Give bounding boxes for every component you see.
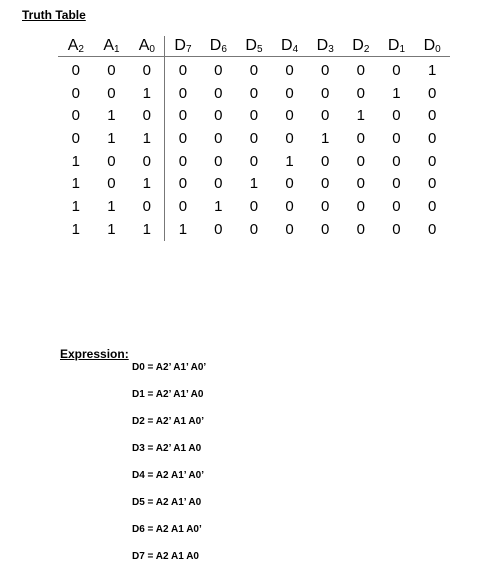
table-cell: 0 (285, 129, 294, 147)
expression-item: D5 = A2 A1’ A0 (132, 497, 202, 508)
table-cell: 1 (356, 107, 365, 125)
table-cell: 1 (71, 220, 80, 238)
column-header (414, 36, 450, 57)
expression-item: D1 = A2’ A1’ A0 (132, 389, 204, 400)
table-cell: 0 (392, 175, 401, 193)
table-cell: 0 (249, 84, 259, 102)
table-cell: 0 (249, 129, 259, 147)
table-cell: 0 (142, 197, 151, 215)
column-header-letter: D (209, 37, 222, 54)
column-header (129, 36, 165, 57)
truth-table-title: Truth Table (22, 8, 86, 22)
table-cell: 0 (427, 152, 437, 170)
table-cell: 0 (165, 195, 201, 218)
table-row (58, 82, 450, 105)
column-header-letter: D (245, 37, 257, 54)
table-cell: 0 (214, 175, 223, 193)
table-cell: 0 (285, 197, 294, 215)
table-cell: 0 (165, 127, 201, 150)
table-cell: 1 (285, 152, 294, 170)
table-cell: 0 (356, 175, 365, 193)
column-header-subscript: 1 (399, 44, 405, 55)
table-cell: 0 (249, 152, 259, 170)
table-cell: 0 (427, 84, 437, 102)
table-cell: 0 (214, 152, 223, 170)
column-header-letter: D (174, 37, 186, 54)
expression-item: D4 = A2 A1’ A0’ (132, 470, 204, 481)
table-cell: 1 (142, 175, 151, 193)
table-cell: 0 (427, 129, 437, 147)
expression-item: D7 = A2 A1 A0 (132, 551, 199, 562)
column-header-subscript: 5 (256, 44, 263, 55)
column-header (379, 36, 415, 57)
table-cell: 0 (392, 107, 401, 125)
table-cell: 0 (214, 61, 223, 79)
table-cell: 0 (321, 84, 330, 102)
column-header (236, 36, 272, 57)
table-cell: 0 (321, 107, 330, 125)
table-cell: 0 (321, 197, 330, 215)
column-header (165, 36, 201, 57)
table-cell: 0 (392, 220, 401, 238)
table-cell: 0 (214, 84, 223, 102)
column-header (343, 36, 379, 57)
table-cell: 1 (71, 175, 80, 193)
truth-table-header-row (58, 36, 450, 57)
table-cell: 0 (356, 84, 365, 102)
table-cell: 0 (321, 175, 330, 193)
table-cell: 0 (107, 175, 116, 193)
table-cell: 1 (142, 220, 151, 238)
table-cell: 0 (165, 104, 201, 127)
table-cell: 0 (356, 197, 365, 215)
column-header-subscript: 1 (113, 44, 120, 55)
table-cell: 0 (285, 220, 294, 238)
table-cell: 0 (285, 107, 294, 125)
table-cell: 0 (285, 175, 294, 193)
column-header-letter: D (316, 37, 329, 54)
table-cell: 1 (107, 129, 116, 147)
column-header-letter: A (103, 37, 114, 54)
column-header-subscript: 0 (435, 44, 441, 55)
table-cell: 0 (249, 107, 259, 125)
column-header-letter: A (67, 37, 79, 54)
table-cell: 0 (107, 152, 116, 170)
table-cell: 1 (392, 84, 401, 102)
table-cell: 0 (142, 152, 151, 170)
table-cell: 1 (165, 218, 201, 241)
table-cell: 0 (71, 107, 80, 125)
truth-table (58, 36, 450, 241)
table-cell: 0 (285, 61, 294, 79)
table-cell: 1 (249, 175, 259, 193)
table-cell: 0 (356, 61, 365, 79)
column-header-subscript: 0 (149, 44, 155, 55)
table-cell: 1 (107, 197, 116, 215)
column-header (201, 36, 237, 57)
table-cell: 0 (214, 220, 223, 238)
column-header-letter: D (281, 37, 293, 54)
column-header (272, 36, 308, 57)
table-cell: 0 (427, 197, 437, 215)
table-cell: 0 (285, 84, 294, 102)
column-header-subscript: 3 (328, 44, 334, 55)
table-cell: 0 (392, 129, 401, 147)
expression-list (132, 362, 206, 578)
table-row (58, 195, 450, 218)
truth-table-body (58, 57, 450, 241)
table-cell: 1 (427, 61, 437, 79)
column-header-letter: D (352, 37, 364, 54)
column-header (94, 36, 130, 57)
table-cell: 1 (71, 152, 80, 170)
column-header (58, 36, 94, 57)
table-cell: 0 (165, 82, 201, 105)
table-cell: 0 (356, 152, 365, 170)
truth-table-container (58, 36, 450, 241)
table-cell: 1 (71, 197, 80, 215)
table-row (58, 218, 450, 241)
table-cell: 0 (392, 152, 401, 170)
expression-item: D0 = A2’ A1’ A0’ (132, 362, 207, 373)
column-header-subscript: 7 (185, 44, 192, 55)
column-header-letter: D (387, 37, 400, 54)
table-cell: 0 (392, 61, 401, 79)
table-cell: 0 (142, 61, 151, 79)
table-cell: 0 (165, 57, 201, 82)
column-header-subscript: 2 (78, 44, 84, 55)
table-cell: 0 (321, 220, 330, 238)
table-cell: 0 (214, 107, 223, 125)
table-cell: 0 (71, 84, 80, 102)
column-header-letter: D (423, 37, 436, 54)
table-cell: 1 (107, 107, 116, 125)
column-header-subscript: 6 (221, 44, 227, 55)
table-cell: 1 (107, 220, 116, 238)
table-cell: 0 (165, 150, 201, 173)
table-cell: 0 (71, 129, 80, 147)
column-header-letter: A (138, 37, 150, 54)
column-header-subscript: 4 (292, 44, 299, 55)
table-row (58, 150, 450, 173)
table-row (58, 104, 450, 127)
table-cell: 0 (356, 129, 365, 147)
table-cell: 0 (249, 220, 259, 238)
table-cell: 0 (107, 61, 116, 79)
table-cell: 0 (249, 197, 259, 215)
expression-item: D2 = A2’ A1 A0’ (132, 416, 204, 427)
expression-label: Expression: (60, 347, 129, 361)
expression-item: D6 = A2 A1 A0’ (132, 524, 202, 535)
table-cell: 0 (321, 152, 330, 170)
table-row (58, 57, 450, 82)
column-header (307, 36, 343, 57)
table-cell: 0 (214, 129, 223, 147)
table-cell: 0 (356, 220, 365, 238)
table-cell: 0 (427, 107, 437, 125)
table-cell: 0 (392, 197, 401, 215)
table-cell: 0 (427, 220, 437, 238)
table-cell: 1 (321, 129, 330, 147)
table-cell: 1 (214, 197, 223, 215)
table-row (58, 127, 450, 150)
table-cell: 0 (249, 61, 259, 79)
table-cell: 1 (142, 129, 151, 147)
table-cell: 0 (71, 61, 80, 79)
column-header-subscript: 2 (363, 44, 370, 55)
table-cell: 0 (142, 107, 151, 125)
table-row (58, 172, 450, 195)
table-cell: 0 (165, 172, 201, 195)
expression-item: D3 = A2’ A1 A0 (132, 443, 202, 454)
table-cell: 0 (107, 84, 116, 102)
table-cell: 0 (427, 175, 437, 193)
table-cell: 1 (142, 84, 151, 102)
table-cell: 0 (321, 61, 330, 79)
